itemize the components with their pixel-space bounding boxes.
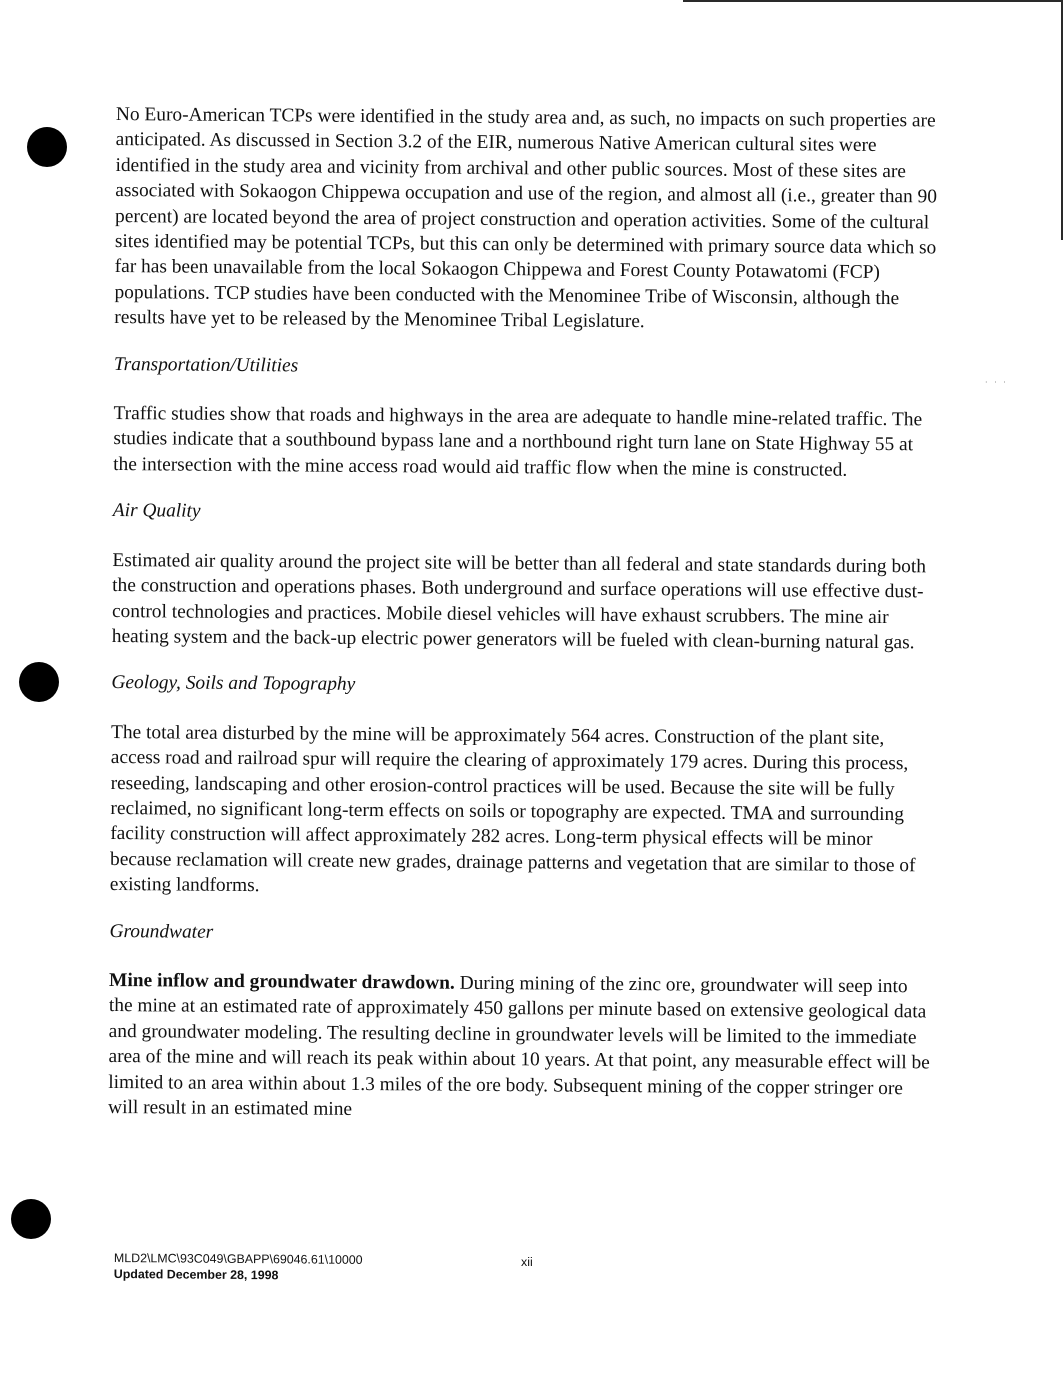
groundwater-lead-in: Mine inflow and groundwater drawdown. [109,969,455,994]
page-body [108,102,938,1127]
heading-groundwater: Groundwater [109,920,214,943]
binder-hole-top [27,127,67,167]
scan-edge-top [683,0,1063,2]
footer-document-path: MLD2\LMC\93C049\GBAPP\69046.61\10000 [113,1251,363,1267]
paragraph-transportation: Traffic studies show that roads and highways in the area are adequate to handle mine-related traffic. The studies indicate that a southbound bypass lane and a northbound right turn lane on State Highway 55 at the intersection with the mine access road would aid traffic flow when the mine is constructed. [113,403,923,481]
page-number: xii [521,1255,533,1269]
scan-speck: · · · [985,378,1008,387]
groundwater-text: During mining of the zinc ore, groundwater will seep into the mine at an estimated rate of approximately 450 gallons per minute based on extensive geological data and groundwater modeling. The resulting decline in groundwater levels will be limited to the immediate area of the mine and will reach its peak within about 10 years. At that point, any measurable effect will be limited to an area within about 1.3 miles of the ore body. Subsequent mining of the copper stringer ore will result in an estimated mine [108,972,930,1120]
footer-updated-date: Updated December 28, 1998 [113,1266,279,1283]
footer [114,1250,363,1284]
heading-air-quality: Air Quality [112,500,201,522]
paragraph-geology: The total area disturbed by the mine will be approximately 564 acres. Construction of the plant site, access road and railroad spur will require the clearing of approximately 179 acres. During this process, reseeding, landscaping and other erosion-control practices will be used. Because the site will be fully reclaimed, no significant long-term effects on soils or topography are expected. TMA and surrounding facility construction will affect approximately 282 acres. Long-term physical effects will be minor because reclamation will create new grades, drainage patterns and vegetation that are similar to those of existing landforms. [109,721,916,897]
heading-geology: Geology, Soils and Topography [111,672,356,696]
heading-transportation: Transportation/Utilities [113,353,299,377]
paragraph-tcp: No Euro-American TCPs were identified in the study area and, as such, no impacts on such properties are anticipated. As discussed in Section 3.2 of the EIR, numerous Native American cultural sites were identified in the study area and vicinity from archival and other public sources. Most of these sites are associated with Sokaogon Chippewa occupation and use of the region, and almost all (i.e., greater than 90 percent) are located beyond the area of project construction and operation activities. Some of the cultural sites identified may be potential TCPs, but this can only be determined with primary source data which so far has been unavailable from the local Sokaogon Chippewa and Forest County Potawatomi (FCP) populations. TCP studies have been conducted with the Menominee Tribe of Wisconsin, although the results have yet to be released by the Menominee Tribal Legislature. [114,103,938,333]
binder-hole-middle [19,662,59,702]
paragraph-air-quality: Estimated air quality around the project site will be better than all federal and state standards during both the construction and operations phases. Both underground and surface operations will use effective dust-control technologies and practices. Mobile diesel vehicles will have exhaust scrubbers. The mine air heating system and the back-up electric power generators will be fueled with clean-burning natural gas. [111,549,927,654]
paragraph-groundwater [108,968,931,1127]
binder-hole-bottom [11,1199,51,1239]
